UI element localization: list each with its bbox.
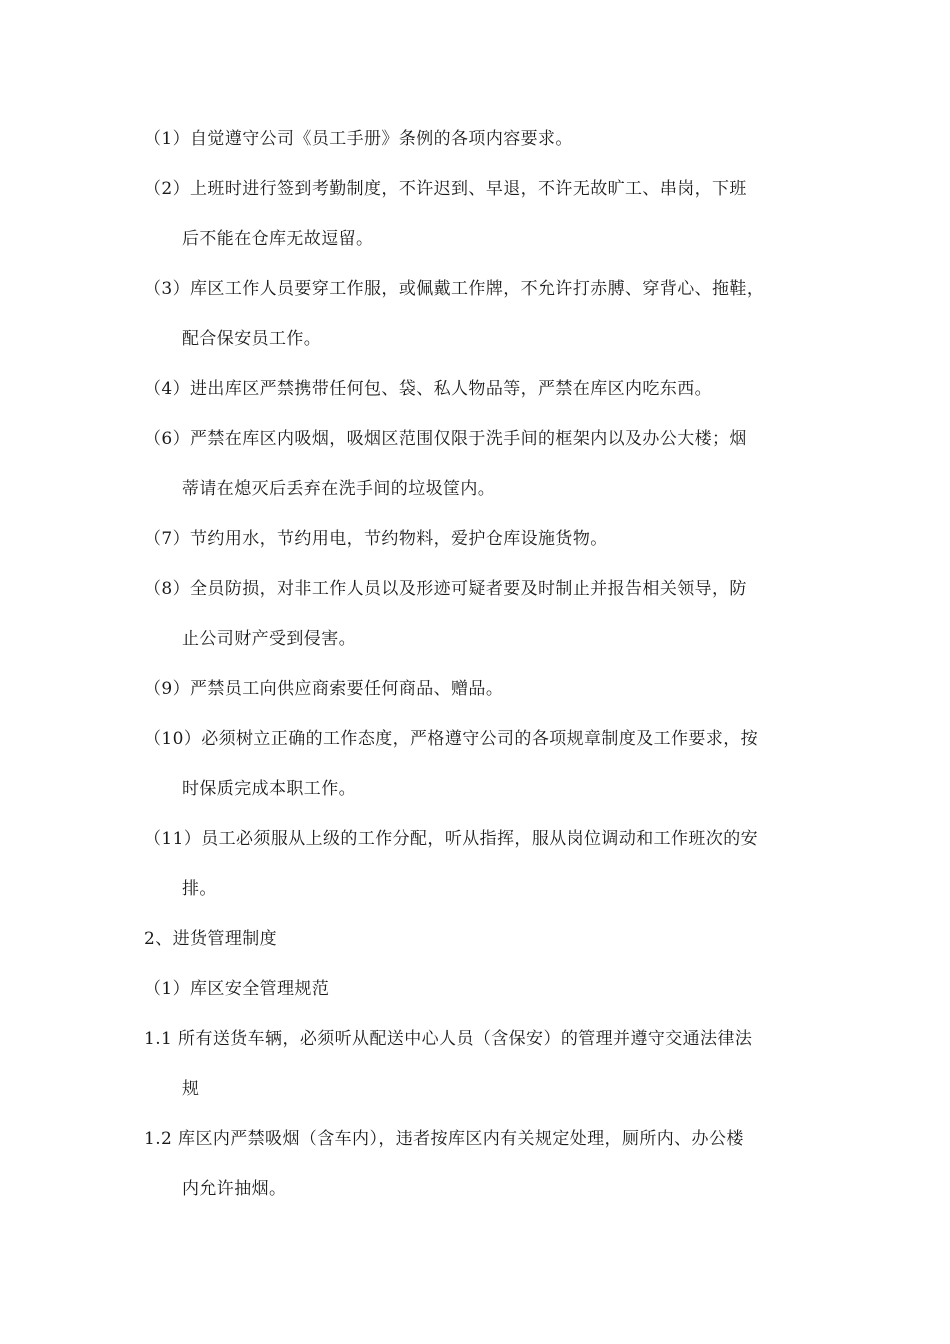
rule-11-cont: 排。 [182,879,217,899]
subsection-heading: （1）库区安全管理规范 [144,979,330,999]
clause-1-1-cont: 规 [182,1079,200,1099]
rule-6-cont: 蒂请在熄灭后丢弃在洗手间的垃圾筐内。 [182,479,496,499]
rule-1: （1）自觉遵守公司《员工手册》条例的各项内容要求。 [144,129,573,149]
rule-6: （6）严禁在库区内吸烟，吸烟区范围仅限于洗手间的框架内以及办公大楼；烟 [144,429,747,449]
clause-1-1: 1.1 所有送货车辆，必须听从配送中心人员（含保安）的管理并遵守交通法律法 [144,1029,753,1049]
rule-7: （7）节约用水，节约用电，节约物料，爱护仓库设施货物。 [144,529,608,549]
rule-4: （4）进出库区严禁携带任何包、袋、私人物品等，严禁在库区内吃东西。 [144,379,713,399]
rule-9: （9）严禁员工向供应商索要任何商品、赠品。 [144,679,504,699]
rule-10: （10）必须树立正确的工作态度，严格遵守公司的各项规章制度及工作要求，按 [144,729,759,749]
clause-1-2: 1.2 库区内严禁吸烟（含车内），违者按库区内有关规定处理，厕所内、办公楼 [144,1129,744,1149]
rule-2: （2）上班时进行签到考勤制度，不许迟到、早退，不许无故旷工、串岗，下班 [144,179,747,199]
rule-3: （3）库区工作人员要穿工作服，或佩戴工作牌，不允许打赤膊、穿背心、拖鞋， [144,279,765,299]
rule-10-cont: 时保质完成本职工作。 [182,779,356,799]
section-heading: 2、进货管理制度 [144,929,278,949]
rule-11: （11）员工必须服从上级的工作分配，听从指挥，服从岗位调动和工作班次的安 [144,829,759,849]
rule-8-cont: 止公司财产受到侵害。 [182,629,356,649]
rule-8: （8）全员防损，对非工作人员以及形迹可疑者要及时制止并报告相关领导，防 [144,579,747,599]
rule-3-cont: 配合保安员工作。 [182,329,322,349]
clause-1-2-cont: 内允许抽烟。 [182,1179,287,1199]
rule-2-cont: 后不能在仓库无故逗留。 [182,229,374,249]
